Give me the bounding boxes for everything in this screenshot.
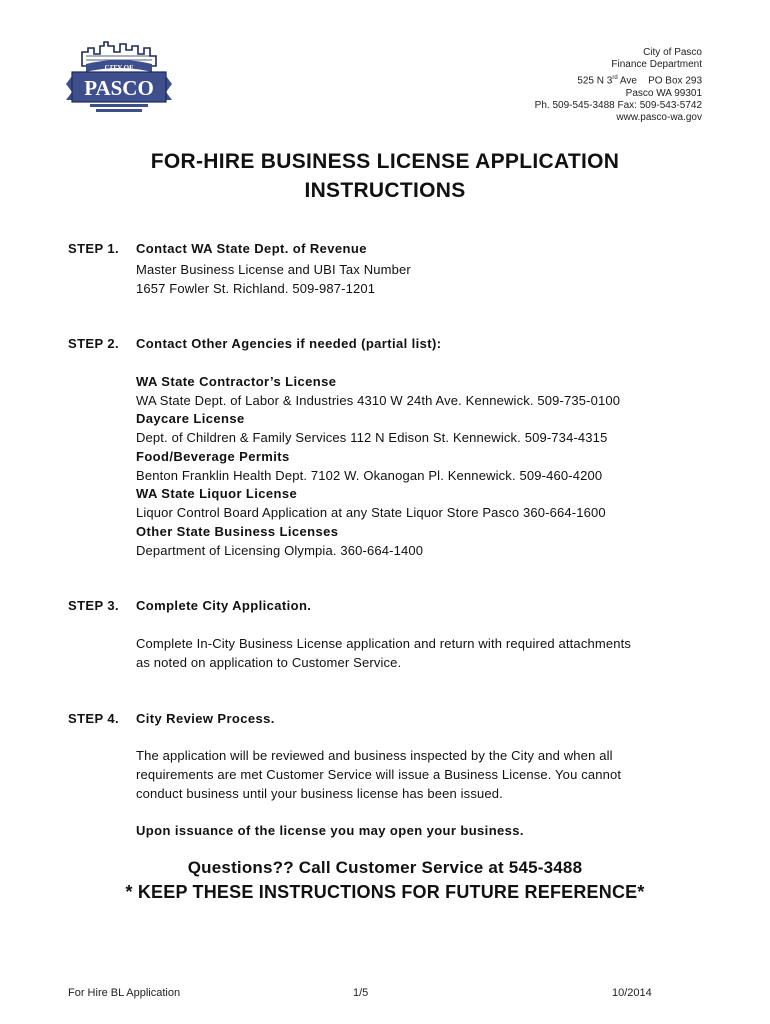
- logo-name-text: PASCO: [84, 76, 154, 100]
- agency-name: Daycare License: [136, 411, 245, 426]
- agency-detail: WA State Dept. of Labor & Industries 4310 W 24th Ave. Kennewick. 509-735-0100: [136, 393, 621, 408]
- address-line: 525 N 3rd Ave PO Box 293: [577, 74, 702, 87]
- keep-instructions-notice: * KEEP THESE INSTRUCTIONS FOR FUTURE REFERENCE*: [125, 882, 645, 902]
- step-4-label: STEP 4.: [68, 711, 119, 726]
- step-4-line: The application will be reviewed and business inspected by the City and when all: [136, 748, 613, 763]
- step-1-line: Master Business License and UBI Tax Number: [136, 262, 411, 277]
- city-of-pasco-logo: [64, 40, 176, 116]
- step-1-title: Contact WA State Dept. of Revenue: [136, 241, 367, 256]
- step-3-line: Complete In-City Business License application and return with required attachments: [136, 636, 631, 651]
- step-1-label: STEP 1.: [68, 241, 119, 256]
- agency-name: Food/Beverage Permits: [136, 449, 290, 464]
- step-4-line: requirements are met Customer Service will issue a Business License. You cannot: [136, 767, 622, 782]
- step-1-line: 1657 Fowler St. Richland. 509-987-1201: [136, 281, 376, 296]
- step-4-line: conduct business until your business license has been issued.: [136, 786, 503, 801]
- address-line: Ph. 509-545-3488 Fax: 509-543-5742: [534, 99, 702, 111]
- footer-doc-name: For Hire BL Application: [68, 987, 181, 999]
- logo-graphic: [64, 40, 176, 116]
- questions-callout: Questions?? Call Customer Service at 545-3488: [187, 858, 583, 877]
- step-2-label: STEP 2.: [68, 336, 119, 351]
- address-line: Pasco WA 99301: [625, 87, 702, 99]
- footer-date: 10/2014: [612, 987, 652, 999]
- agency-detail: Benton Franklin Health Dept. 7102 W. Okanogan Pl. Kennewick. 509-460-4200: [136, 468, 603, 483]
- agency-detail: Department of Licensing Olympia. 360-664-1400: [136, 543, 424, 558]
- step-2-title: Contact Other Agencies if needed (partial list):: [136, 336, 442, 351]
- page-title: [0, 147, 770, 205]
- agency-name: WA State Liquor License: [136, 486, 298, 501]
- step-3-label: STEP 3.: [68, 598, 119, 613]
- footer-page-number: 1/5: [353, 987, 369, 999]
- address-line: Finance Department: [611, 59, 702, 71]
- website-link[interactable]: www.pasco-wa.gov: [616, 112, 702, 124]
- agency-name: WA State Contractor’s License: [136, 374, 337, 389]
- address-block: [535, 47, 702, 125]
- step-4-emphasis: Upon issuance of the license you may open your business.: [136, 823, 524, 838]
- step-3-title: Complete City Application.: [136, 598, 312, 613]
- agency-name: Other State Business Licenses: [136, 524, 339, 539]
- address-line: City of Pasco: [643, 47, 702, 58]
- agency-detail: Liquor Control Board Application at any State Liquor Store Pasco 360-664-1600: [136, 505, 606, 520]
- step-4-title: City Review Process.: [136, 711, 275, 726]
- agency-detail: Dept. of Children & Family Services 112 N Edison St. Kennewick. 509-734-4315: [136, 430, 608, 445]
- logo-top-text: CITY OF: [104, 64, 134, 72]
- title-line: FOR-HIRE BUSINESS LICENSE APPLICATION: [150, 150, 620, 173]
- step-3-line: as noted on application to Customer Service.: [136, 655, 402, 670]
- title-line: INSTRUCTIONS: [304, 179, 466, 202]
